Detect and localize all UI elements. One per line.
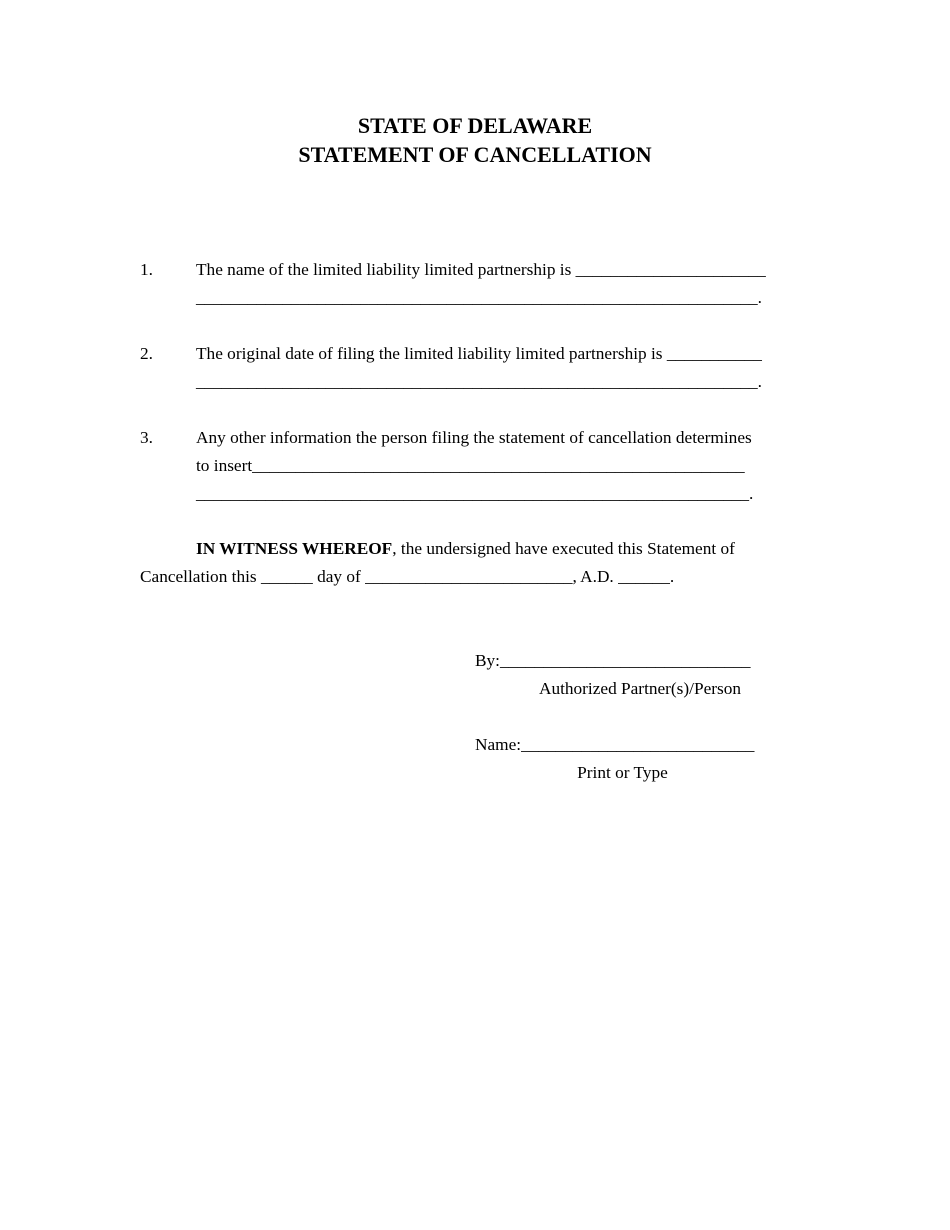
item-1-number: 1. (140, 260, 153, 279)
item-1-blank-line: _________________________________________________________________. (196, 288, 762, 307)
item-2-number: 2. (140, 344, 153, 363)
signature-name-caption: Print or Type (577, 763, 668, 782)
item-3-number: 3. (140, 428, 153, 447)
item-2-blank-line: _________________________________________________________________. (196, 372, 762, 391)
witness-text: , the undersigned have executed this Statement of (392, 539, 735, 558)
item-3-insert-line: to insert_________________________________________________________ (196, 456, 745, 475)
witness-paragraph-line-1 (196, 539, 735, 559)
item-1-text: The name of the limited liability limited partnership is ______________________ (196, 260, 766, 279)
item-2-text: The original date of filing the limited liability limited partnership is ___________ (196, 344, 762, 363)
item-3-blank-line: ________________________________________________________________. (196, 484, 754, 503)
witness-bold-phrase: IN WITNESS WHEREOF (196, 539, 393, 558)
page-title-statement: STATEMENT OF CANCELLATION (298, 142, 652, 167)
signature-by-line: By:_____________________________ (475, 651, 751, 670)
signature-name-line: Name:___________________________ (475, 735, 755, 754)
item-3-text: Any other information the person filing the statement of cancellation determines (196, 428, 752, 447)
signature-by-caption: Authorized Partner(s)/Person (538, 679, 742, 698)
witness-paragraph-line-2: Cancellation this ______ day of ________________________, A.D. ______. (140, 567, 675, 586)
page-title-state: STATE OF DELAWARE (357, 113, 593, 138)
